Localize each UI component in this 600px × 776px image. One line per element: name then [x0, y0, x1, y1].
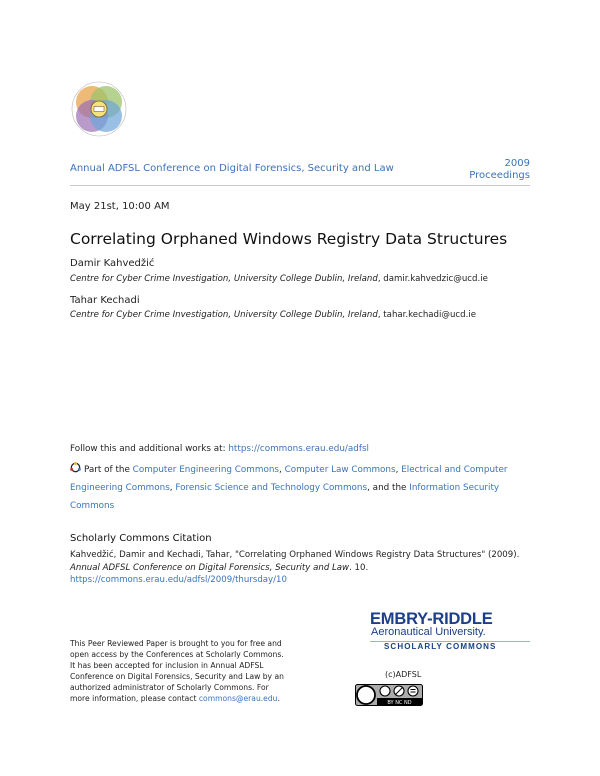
citation-tail: . 10.	[349, 562, 369, 573]
footer-note	[70, 638, 302, 704]
citation-journal: Annual ADFSL Conference on Digital Forensics, Security and Law	[70, 562, 350, 573]
contact-email-link[interactable]: commons@erau.edu	[198, 694, 278, 703]
author-email: , tahar.kechadi@ucd.ie	[377, 310, 476, 320]
discipline-link[interactable]: Electrical and Computer Engineering Commons	[70, 465, 508, 493]
discipline-link[interactable]: Information Security Commons	[70, 483, 500, 511]
citation-body	[70, 549, 540, 587]
network-disciplines-icon	[70, 462, 81, 473]
footer-line: This Peer Reviewed Paper is brought to you for free and	[70, 639, 282, 648]
follow-link[interactable]: https://commons.erau.edu/adfsl	[228, 444, 369, 454]
affiliation-text: Centre for Cyber Crime Investigation, University College Dublin, Ireland	[70, 310, 378, 320]
erau-subtitle: Aeronautical University.	[371, 626, 486, 638]
cc-license-icon	[355, 684, 423, 706]
citation-line: Kahvedžić, Damir and Kechadi, Tahar, "Correlating Orphaned Windows Registry Data Structures" (2009).	[70, 550, 520, 560]
author-affiliation	[70, 310, 476, 320]
citation-journal-line	[70, 562, 540, 575]
creative-commons-badge[interactable]	[355, 684, 423, 706]
discipline-link[interactable]: Forensic Science and Technology Commons	[175, 483, 368, 493]
discipline-link[interactable]: Computer Law Commons	[284, 465, 396, 475]
author-name: Damir Kahvedžić	[70, 258, 155, 269]
author-email: , damir.kahvedzic@ucd.ie	[377, 274, 488, 284]
separator: ,	[395, 465, 402, 475]
presentation-date: May 21st, 10:00 AM	[70, 201, 170, 212]
footer-line: authorized administrator of Scholarly Commons. For	[70, 683, 269, 692]
separator: ,	[169, 483, 176, 493]
author-name: Tahar Kechadi	[70, 295, 140, 306]
separator: ,	[278, 465, 285, 475]
follow-line	[70, 444, 369, 454]
separator: , and the	[367, 483, 410, 493]
footer-contact-text: more information, please contact	[70, 694, 199, 703]
erau-logo[interactable]	[370, 610, 530, 658]
discipline-link[interactable]: Computer Engineering Commons	[132, 465, 279, 475]
cc-badge-text: BY NC ND	[387, 700, 412, 706]
proceedings-link[interactable]	[469, 158, 530, 182]
conference-link[interactable]: Annual ADFSL Conference on Digital Forensics, Security and Law	[70, 163, 394, 174]
proceedings-label: Proceedings	[469, 170, 530, 181]
author-affiliation	[70, 274, 488, 284]
part-of-prefix: Part of the	[84, 465, 133, 475]
copyright-label: (c)ADFSL	[385, 670, 422, 679]
year-label: 2009	[504, 158, 530, 169]
scholarly-commons-label: SCHOLARLY COMMONS	[384, 642, 497, 651]
follow-text: Follow this and additional works at:	[70, 444, 229, 454]
footer-line	[70, 693, 302, 704]
adfsl-logo-icon	[70, 80, 128, 138]
citation-heading: Scholarly Commons Citation	[70, 533, 212, 544]
paper-title: Correlating Orphaned Windows Registry Data Structures	[70, 230, 508, 248]
affiliation-text: Centre for Cyber Crime Investigation, University College Dublin, Ireland	[70, 274, 378, 284]
citation-link[interactable]: https://commons.erau.edu/adfsl/2009/thursday/10	[70, 575, 287, 585]
footer-line: It has been accepted for inclusion in Annual ADFSL	[70, 661, 264, 670]
footer-line: open access by the Conferences at Scholarly Commons.	[70, 650, 284, 659]
part-of-disciplines	[70, 461, 530, 515]
footer-period: .	[277, 694, 280, 703]
header	[70, 150, 530, 186]
footer-line: Conference on Digital Forensics, Security and Law by an	[70, 672, 284, 681]
erau-name: EMBRY-RIDDLE	[370, 610, 493, 628]
